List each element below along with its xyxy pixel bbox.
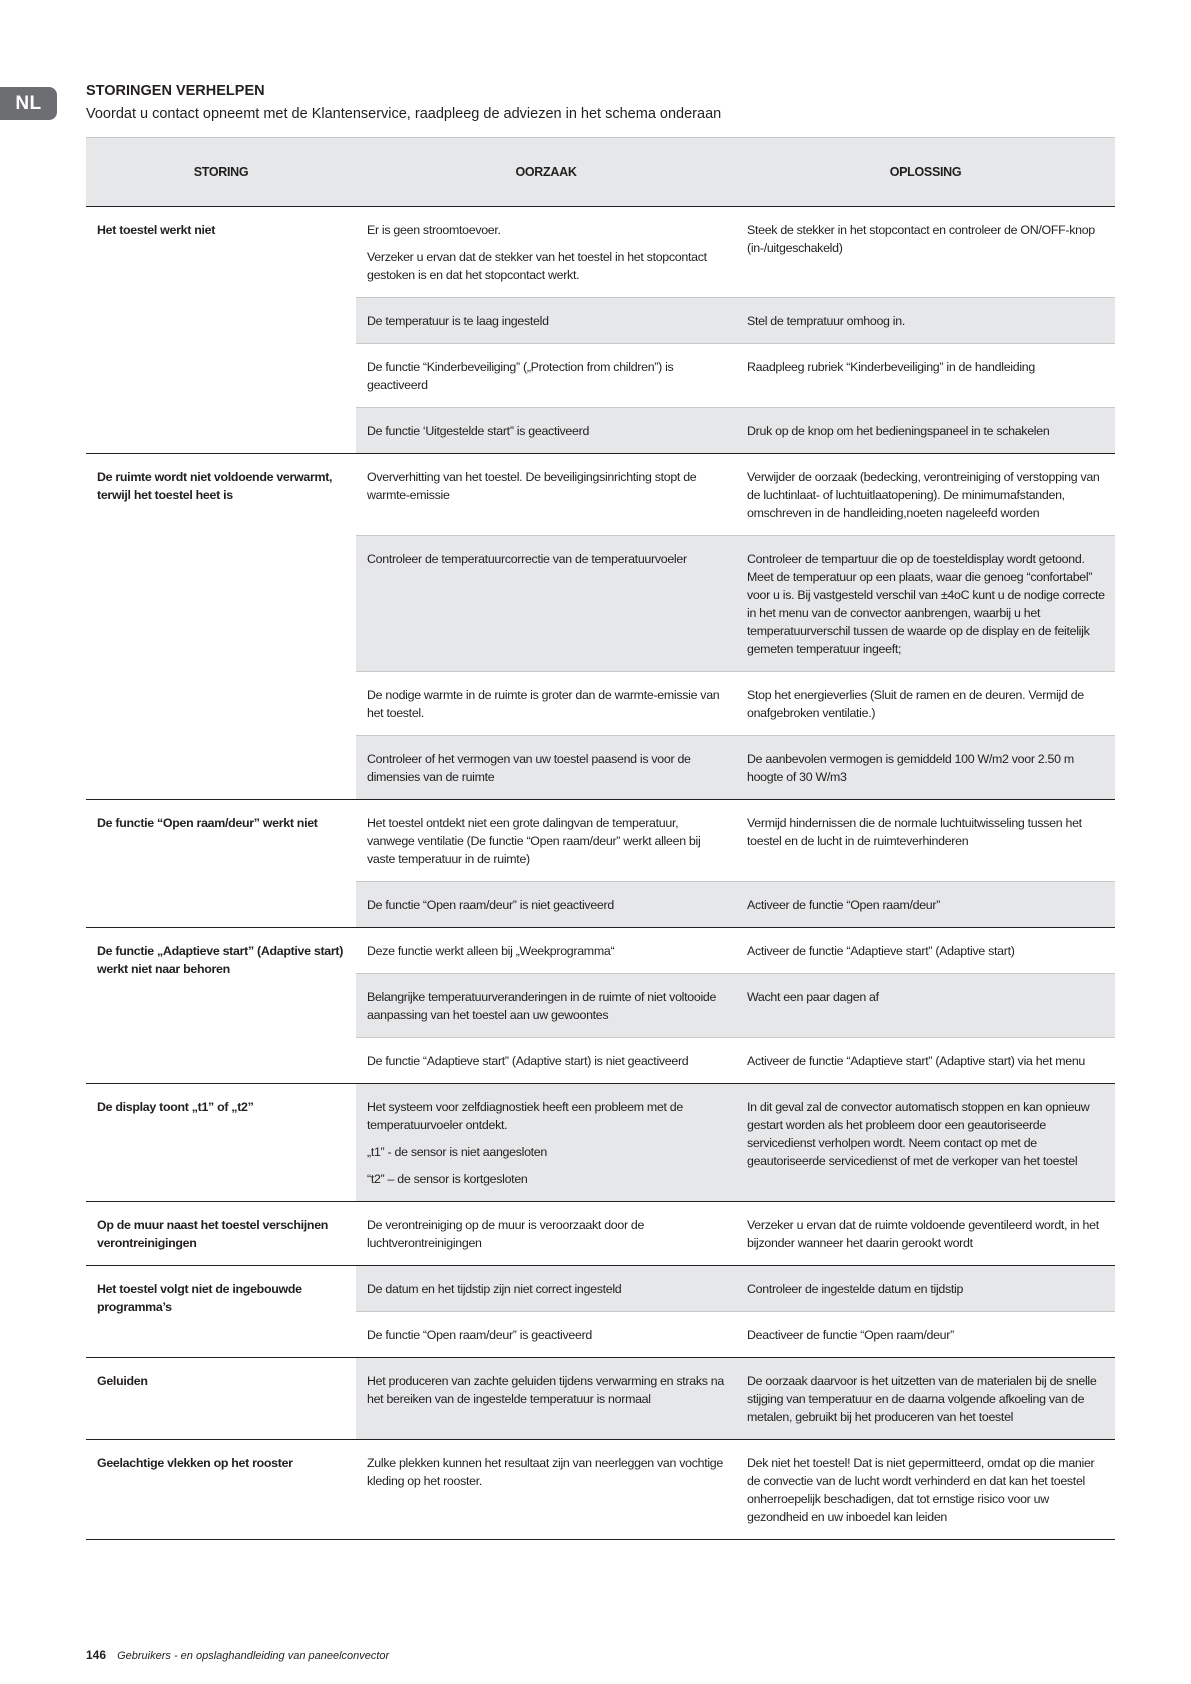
solution-text: Raadpleeg rubriek “Kinderbeveiliging” in de handleiding <box>747 360 1035 374</box>
fault-description: Geluiden <box>97 1374 148 1388</box>
table-row <box>356 536 1115 672</box>
cause-text: De functie “Kinderbeveiliging” („Protection from children”) is geactiveerd <box>367 360 674 392</box>
cause-cell <box>356 800 736 881</box>
solution-cell <box>736 1084 1115 1201</box>
cause-text: „t1” - de sensor is niet aangesloten <box>367 1145 547 1159</box>
solution-text: In dit geval zal de convector automatisch stoppen en kan opnieuw gestart worden als het probleem door een geautoriseerde servicedienst verholpen wordt. Neem contact op met de geautoriseerde servicedienst of met de verkoper van het toestel <box>747 1100 1090 1168</box>
solution-cell <box>736 1440 1115 1539</box>
solution-text: Vermijd hindernissen die de normale luchtuitwisseling tussen het toestel en de lucht in de ruimteverhinderen <box>747 816 1082 848</box>
language-tab: NL <box>0 87 57 120</box>
page-number: 146 <box>86 1648 107 1662</box>
solution-text: Stop het energieverlies (Sluit de ramen en de deuren. Vermijd de onafgebroken ventilatie.) <box>747 688 1084 720</box>
solution-text: Activeer de functie “Adaptieve start” (Adaptive start) via het menu <box>747 1054 1086 1068</box>
fault-group <box>86 927 1115 1083</box>
header-oplossing: OPLOSSING <box>889 165 962 179</box>
cause-cell <box>356 1358 736 1439</box>
solution-cell <box>736 1358 1115 1439</box>
fault-group <box>86 1357 1115 1439</box>
cause-text: Zulke plekken kunnen het resultaat zijn van neerleggen van vochtige kleding op het rooster. <box>367 1456 723 1488</box>
solution-cell <box>736 1312 1115 1357</box>
solution-cell <box>736 672 1115 735</box>
table-row <box>356 974 1115 1038</box>
table-row <box>356 800 1115 882</box>
fault-group <box>86 1201 1115 1265</box>
cause-cell <box>356 882 736 927</box>
cause-cell <box>356 672 736 735</box>
solution-text: De oorzaak daarvoor is het uitzetten van de materialen bij de snelle stijging van temperatuur en de daarna volgende afkoeling van de metalen, gebruikt bij het produceren van het toestel <box>747 1374 1097 1424</box>
cause-text: De functie “Open raam/deur” is niet geactiveerd <box>367 898 614 912</box>
table-row <box>356 928 1115 974</box>
fault-group <box>86 453 1115 799</box>
fault-description: Op de muur naast het toestel verschijnen verontreinigingen <box>97 1218 329 1250</box>
fault-description: De ruimte wordt niet voldoende verwarmt, terwijl het toestel heet is <box>97 470 333 502</box>
solution-cell <box>736 1202 1115 1265</box>
table-row <box>356 207 1115 298</box>
cause-cell <box>356 928 736 973</box>
table-row <box>356 1202 1115 1265</box>
cause-text: De functie ‘Uitgestelde start” is geactiveerd <box>367 424 590 438</box>
cause-text: Verzeker u ervan dat de stekker van het toestel in het stopcontact gestoken is en dat het stopcontact werkt. <box>367 250 707 282</box>
cause-text: De datum en het tijdstip zijn niet correct ingesteld <box>367 1282 622 1296</box>
solution-cell <box>736 1266 1115 1311</box>
header-oorzaak: OORZAAK <box>515 165 577 179</box>
solution-text: Controleer de ingestelde datum en tijdstip <box>747 1282 964 1296</box>
solution-text: Verzeker u ervan dat de ruimte voldoende geventileerd wordt, in het bijzonder wanneer het daarin gerookt wordt <box>747 1218 1099 1250</box>
cause-text: Het toestel ontdekt niet een grote dalingvan de temperatuur, vanwege ventilatie (De functie “Open raam/deur” werkt alleen bij vaste temperatuur in de ruimte) <box>367 816 701 866</box>
cause-text: Oververhitting van het toestel. De beveiligingsinrichting stopt de warmte-emissie <box>367 470 697 502</box>
cause-text: “t2” – de sensor is kortgesloten <box>367 1172 528 1186</box>
fault-description: Het toestel werkt niet <box>97 223 216 237</box>
table-row <box>356 1358 1115 1439</box>
cause-cell <box>356 1266 736 1311</box>
solution-cell <box>736 408 1115 453</box>
fault-group <box>86 1083 1115 1201</box>
cause-cell <box>356 1312 736 1357</box>
fault-group <box>86 1439 1115 1539</box>
table-row <box>356 1312 1115 1357</box>
solution-cell <box>736 207 1115 297</box>
table-row <box>356 1440 1115 1539</box>
cause-text: Het systeem voor zelfdiagnostiek heeft een probleem met de temperatuurvoeler ontdekt. <box>367 1100 683 1132</box>
cause-text: Het produceren van zachte geluiden tijdens verwarming en straks na het bereiken van de ingestelde temperatuur is normaal <box>367 1374 724 1406</box>
cause-cell <box>356 1440 736 1539</box>
header-storing: STORING <box>193 165 249 179</box>
fault-group <box>86 1265 1115 1357</box>
solution-cell <box>736 800 1115 881</box>
page-title: STORINGEN VERHELPEN <box>86 83 265 99</box>
cause-text: De nodige warmte in de ruimte is groter dan de warmte-emissie van het toestel. <box>367 688 720 720</box>
page-subtitle: Voordat u contact opneemt met de Klantenservice, raadpleeg de adviezen in het schema onderaan <box>86 106 722 122</box>
cause-cell <box>356 1038 736 1083</box>
cause-cell <box>356 454 736 535</box>
solution-cell <box>736 736 1115 799</box>
solution-text: Deactiveer de functie “Open raam/deur” <box>747 1328 954 1342</box>
cause-text: De functie “Adaptieve start” (Adaptive start) is niet geactiveerd <box>367 1054 689 1068</box>
fault-description: Het toestel volgt niet de ingebouwde programma’s <box>97 1282 302 1314</box>
cause-text: Belangrijke temperatuurveranderingen in de ruimte of niet voltooide aanpassing van het toestel aan uw gewoontes <box>367 990 717 1022</box>
table-row <box>356 672 1115 736</box>
solution-cell <box>736 882 1115 927</box>
table-row <box>356 1084 1115 1201</box>
cause-text: Er is geen stroomtoevoer. <box>367 223 501 237</box>
page-footer <box>86 1648 389 1662</box>
cause-cell <box>356 298 736 343</box>
solution-text: Verwijder de oorzaak (bedecking, verontreiniging of verstopping van de luchtinlaat- of luchtuitlaatopening). De minimumafstanden, omschreven in de handleiding,noeten nageleefd worden <box>747 470 1100 520</box>
table-row <box>356 408 1115 453</box>
table-row <box>356 344 1115 408</box>
table-header <box>86 137 1115 206</box>
solution-text: Druk op de knop om het bedieningspaneel in te schakelen <box>747 424 1050 438</box>
table-row <box>356 882 1115 927</box>
solution-text: De aanbevolen vermogen is gemiddeld 100 W/m2 voor 2.50 m hoogte of 30 W/m3 <box>747 752 1074 784</box>
cause-cell <box>356 1202 736 1265</box>
cause-text: Deze functie werkt alleen bij „Weekprogramma“ <box>367 944 615 958</box>
cause-cell <box>356 974 736 1037</box>
table-row <box>356 736 1115 799</box>
fault-description: De display toont „t1” of „t2” <box>97 1100 254 1114</box>
cause-cell <box>356 344 736 407</box>
solution-text: Steek de stekker in het stopcontact en controleer de ON/OFF-knop (in-/uitgeschakeld) <box>747 223 1095 255</box>
table-row <box>356 298 1115 344</box>
cause-cell <box>356 207 736 297</box>
table-row <box>356 1266 1115 1312</box>
solution-text: Activeer de functie “Adaptieve start” (Adaptive start) <box>747 944 1015 958</box>
fault-description: De functie „Adaptieve start” (Adaptive start) werkt niet naar behoren <box>97 944 344 976</box>
cause-text: De temperatuur is te laag ingesteld <box>367 314 549 328</box>
cause-text: Controleer of het vermogen van uw toestel paasend is voor de dimensies van de ruimte <box>367 752 691 784</box>
cause-text: De functie “Open raam/deur” is geactiveerd <box>367 1328 593 1342</box>
table-body <box>86 206 1115 1539</box>
solution-cell <box>736 298 1115 343</box>
cause-text: De verontreiniging op de muur is veroorzaakt door de luchtverontreinigingen <box>367 1218 645 1250</box>
cause-cell <box>356 536 736 671</box>
fault-group <box>86 799 1115 927</box>
troubleshooting-table <box>86 137 1115 1540</box>
solution-text: Dek niet het toestel! Dat is niet gepermitteerd, omdat op die manier de convectie van de lucht wordt verhinderd en dat kan het toestel onherroepelijk beschadigen, dat tot ernstige risico voor uw gezondheid en uw inboedel kan leiden <box>747 1456 1095 1524</box>
solution-text: Activeer de functie “Open raam/deur” <box>747 898 941 912</box>
solution-text: Stel de tempratuur omhoog in. <box>747 314 905 328</box>
footer-text: Gebruikers - en opslaghandleiding van paneelconvector <box>117 1650 390 1662</box>
solution-cell <box>736 344 1115 407</box>
solution-cell <box>736 928 1115 973</box>
cause-cell <box>356 408 736 453</box>
table-row <box>356 1038 1115 1083</box>
cause-cell <box>356 736 736 799</box>
cause-text: Controleer de temperatuurcorrectie van de temperatuurvoeler <box>367 552 687 566</box>
solution-text: Controleer de tempartuur die op de toesteldisplay wordt getoond. Meet de temperatuur op een plaats, waar die genoeg “confortabel” voor u is. Bij vastgesteld verschil van ±4oC kunt u de nodige correcte in het menu van de convector aanbrengen, waarbij u het temperatuurverschil tussen de waarde op de display en de feitelijk gemeten temperatuur ingeeft; <box>747 552 1105 656</box>
solution-cell <box>736 1038 1115 1083</box>
solution-text: Wacht een paar dagen af <box>747 990 879 1004</box>
table-row <box>356 454 1115 536</box>
solution-cell <box>736 974 1115 1037</box>
fault-description: De functie “Open raam/deur” werkt niet <box>97 816 318 830</box>
cause-cell <box>356 1084 736 1201</box>
fault-description: Geelachtige vlekken op het rooster <box>97 1456 293 1470</box>
fault-group <box>86 206 1115 453</box>
solution-cell <box>736 536 1115 671</box>
solution-cell <box>736 454 1115 535</box>
